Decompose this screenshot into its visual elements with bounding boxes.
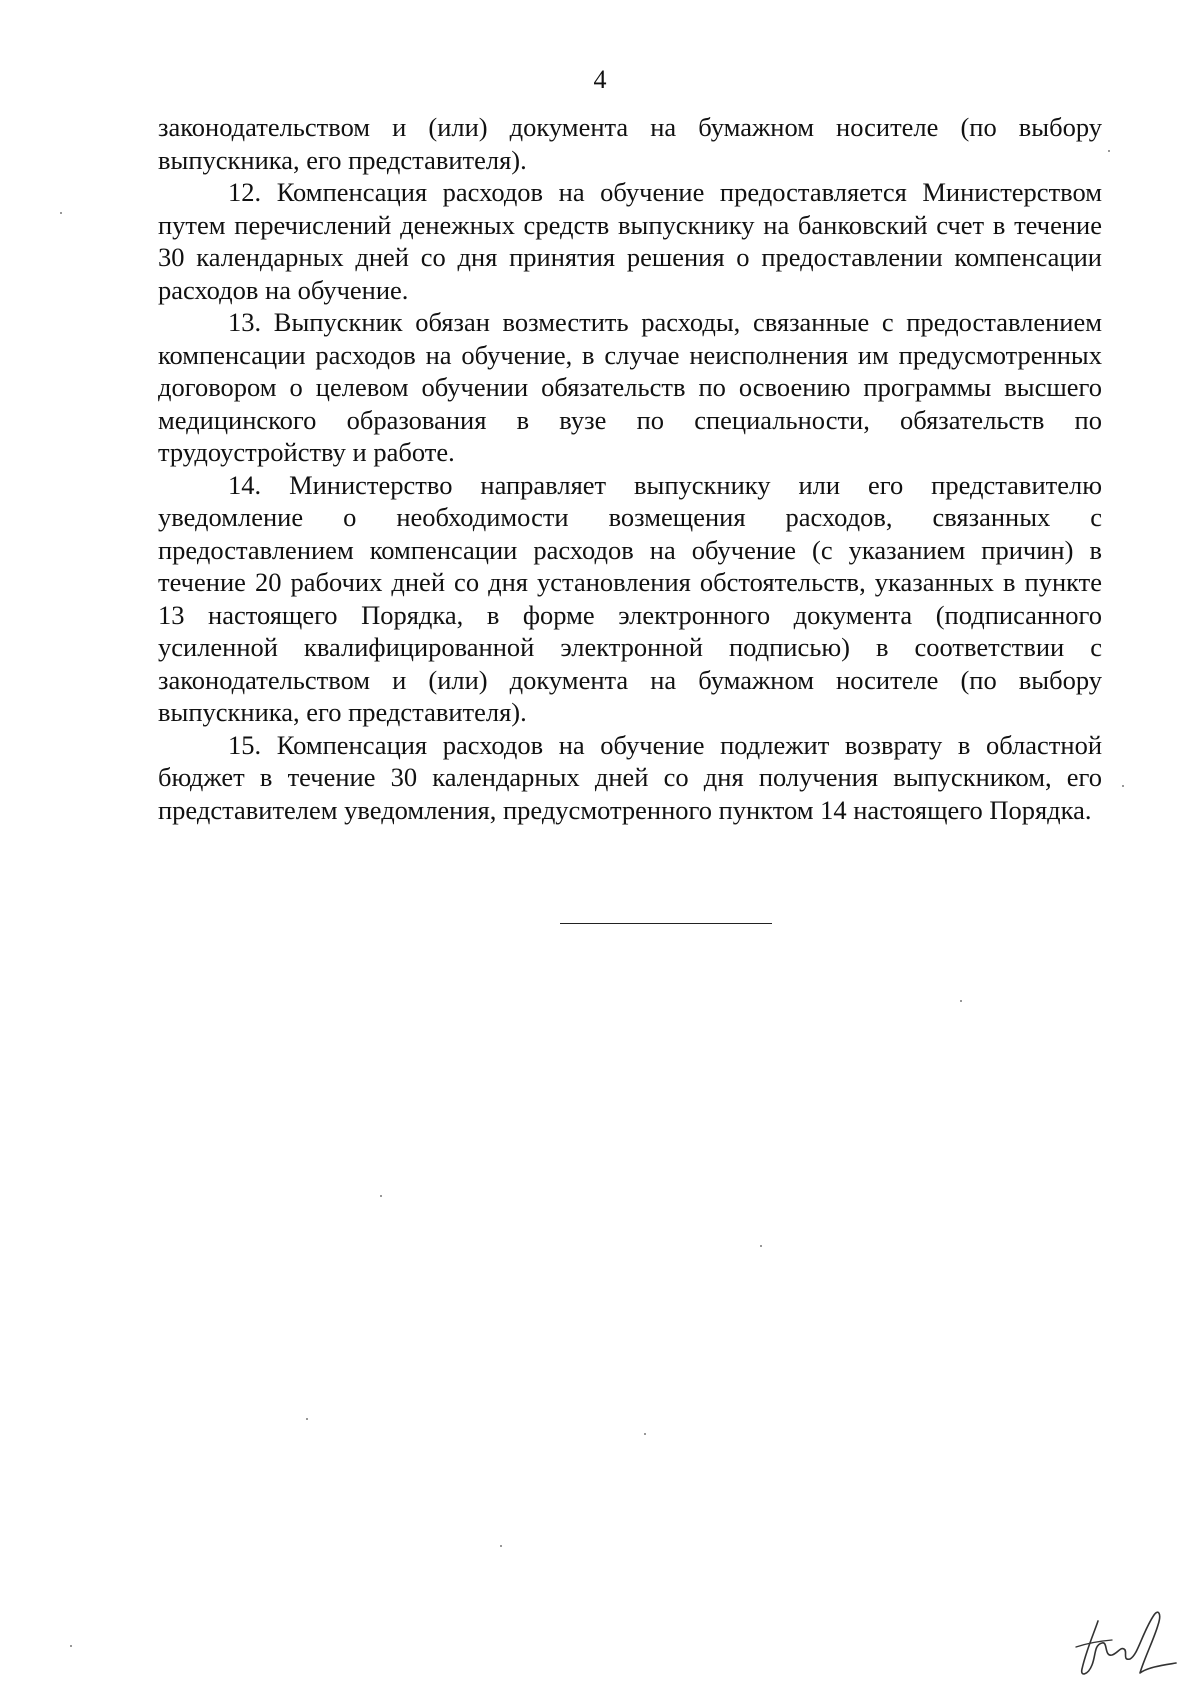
end-separator-line	[560, 923, 772, 924]
scan-speck	[60, 212, 62, 214]
scan-speck	[1122, 785, 1124, 787]
paragraph-12: 12. Компенсация расходов на обучение предоставляется Министерством путем перечислений денежных средств выпускнику на банковский счет в течение 30 календарных дней со дня принятия решения о предоставлении компенсации расходов на обучение.	[158, 177, 1102, 305]
document-body	[158, 111, 1102, 826]
paragraph-15: 15. Компенсация расходов на обучение подлежит возврату в областной бюджет в течение 30 календарных дней со дня получения выпускником, его представителем уведомления, предусмотренного пунктом 14 настоящего Порядка.	[158, 729, 1102, 825]
paragraph-13: 13. Выпускник обязан возместить расходы, связанные с предоставлением компенсации расходов на обучение, в случае неисполнения им предусмотренных договором о целевом обучении обязательств по освоению программы высшего медицинского образования в вузе по специальности, обязательств по трудоустройству и работе.	[158, 307, 1102, 467]
handwritten-signature	[1068, 1603, 1178, 1681]
paragraph-14: 14. Министерство направляет выпускнику или его представителю уведомление о необходимости возмещения расходов, связанных с предоставлением компенсации расходов на обучение (с указанием причин) в течение 20 рабочих дней со дня установления обстоятельств, указанных в пункте 13 настоящего Порядка, в форме электронного документа (подписанного усиленной квалифицированной электронной подписью) в соответствии с законодательством и (или) документа на бумажном носителе (по выбору выпускника, его представителя).	[158, 469, 1102, 727]
scan-speck	[1108, 150, 1110, 152]
scan-speck	[960, 1000, 962, 1002]
scan-speck	[70, 1645, 72, 1647]
scan-speck	[760, 1245, 762, 1247]
scan-speck	[380, 1195, 382, 1197]
scan-speck	[644, 1433, 646, 1435]
scan-speck	[500, 1545, 502, 1547]
scan-speck	[306, 1418, 308, 1420]
paragraph-continuation: законодательством и (или) документа на бумажном носителе (по выбору выпускника, его представителя).	[158, 112, 1102, 175]
page-number: 4	[593, 65, 607, 94]
